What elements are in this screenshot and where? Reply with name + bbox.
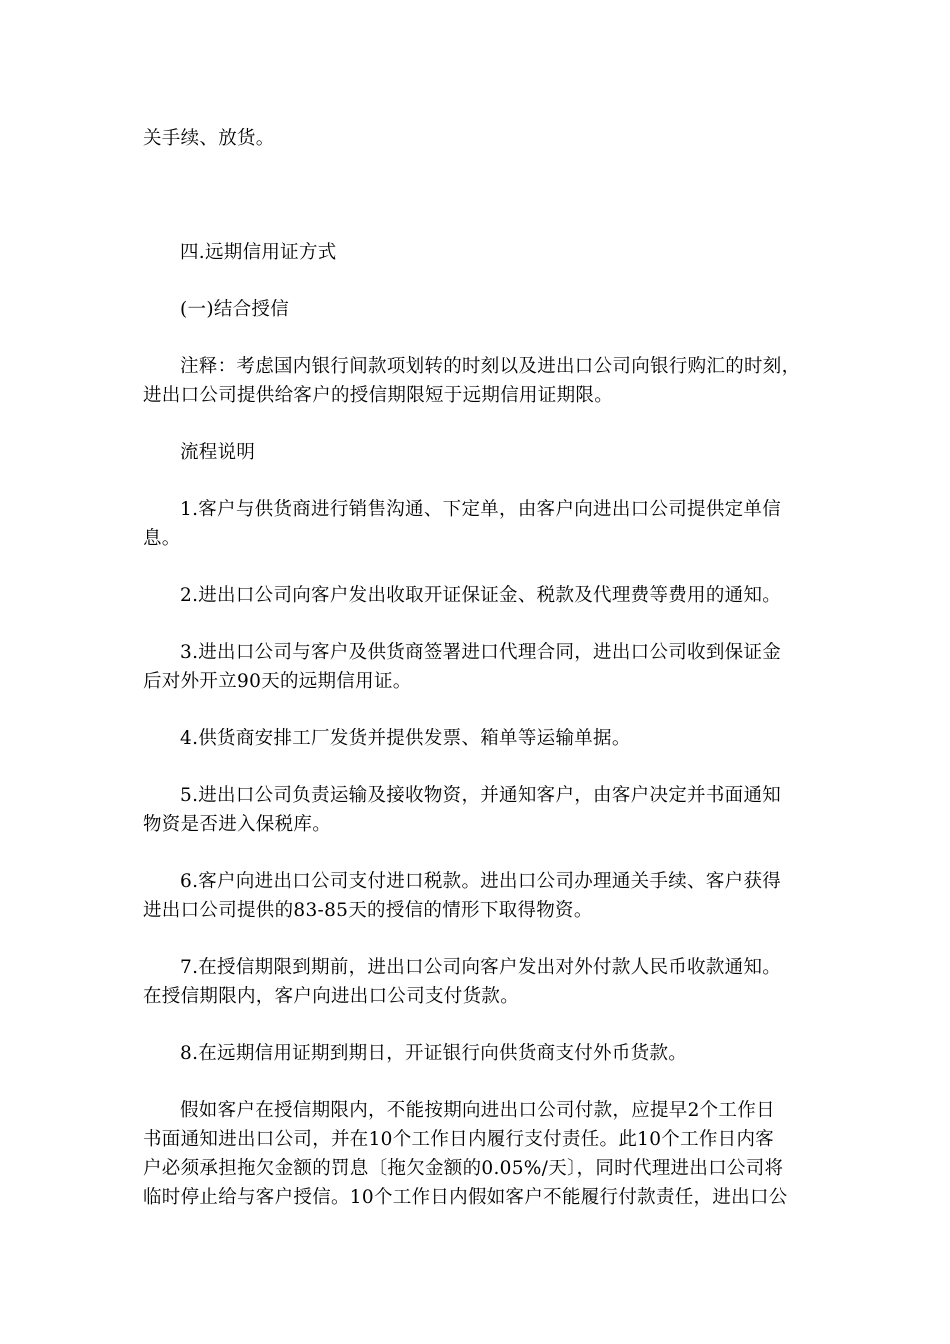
text-line: 书面通知进出口公司，并在10个工作日内履行支付责任。此10个工作日内客 xyxy=(143,1129,775,1150)
text-line: 进出口公司提供给客户的授信期限短于远期信用证期限。 xyxy=(143,385,614,406)
text-line: 5.进出口公司负责运输及接收物资，并通知客户，由客户决定并书面通知 xyxy=(180,785,782,806)
text-line: 关手续、放货。 xyxy=(143,128,275,149)
text-line: 临时停止给与客户授信。10个工作日内假如客户不能履行付款责任，进出口公 xyxy=(143,1187,788,1208)
text-line: 6.客户向进出口公司支付进口税款。进出口公司办理通关手续、客户获得 xyxy=(180,871,782,892)
step-5 xyxy=(143,781,808,839)
step-4 xyxy=(180,724,845,753)
text-line: 在授信期限内，客户向进出口公司支付货款。 xyxy=(143,986,520,1007)
step-1 xyxy=(143,495,808,553)
text-line: 8.在远期信用证期到期日，开证银行向供货商支付外币货款。 xyxy=(180,1043,688,1064)
text-line: 2.进出口公司向客户发出收取开证保证金、税款及代理费等费用的通知。 xyxy=(180,585,782,606)
text-line: 户必须承担拖欠金额的罚息〔拖欠金额的0.05%/天〕，同时代理进出口公司将 xyxy=(143,1158,784,1179)
paragraph-default-terms xyxy=(143,1096,808,1212)
text-line: (一)结合授信 xyxy=(180,299,290,320)
text-line: 物资是否进入保税库。 xyxy=(143,814,332,835)
text-line: 注释：考虑国内银行间款项划转的时刻以及进出口公司向银行购汇的时刻， xyxy=(180,356,801,377)
step-8 xyxy=(180,1039,845,1068)
process-heading xyxy=(180,438,845,467)
step-7 xyxy=(143,953,808,1011)
text-line: 流程说明 xyxy=(180,442,256,463)
text-line: 1.客户与供货商进行销售沟通、下定单，由客户向进出口公司提供定单信 xyxy=(180,499,782,520)
text-line: 3.进出口公司与客户及供货商签署进口代理合同，进出口公司收到保证金 xyxy=(180,642,782,663)
text-line: 假如客户在授信期限内，不能按期向进出口公司付款，应提早2个工作日 xyxy=(180,1100,775,1121)
text-line: 四.远期信用证方式 xyxy=(180,242,337,263)
subsection-heading xyxy=(180,295,845,324)
paragraph-note xyxy=(143,352,808,410)
section-heading xyxy=(180,238,845,267)
text-line: 4.供货商安排工厂发货并提供发票、箱单等运输单据。 xyxy=(180,728,631,749)
step-3 xyxy=(143,638,808,696)
step-6 xyxy=(143,867,808,925)
text-line: 7.在授信期限到期前，进出口公司向客户发出对外付款人民币收款通知。 xyxy=(180,957,782,978)
text-line: 息。 xyxy=(143,528,181,549)
paragraph-continuation xyxy=(143,124,808,153)
step-2 xyxy=(180,581,845,610)
text-line: 进出口公司提供的83-85天的授信的情形下取得物资。 xyxy=(143,900,593,921)
text-line: 后对外开立90天的远期信用证。 xyxy=(143,671,412,692)
